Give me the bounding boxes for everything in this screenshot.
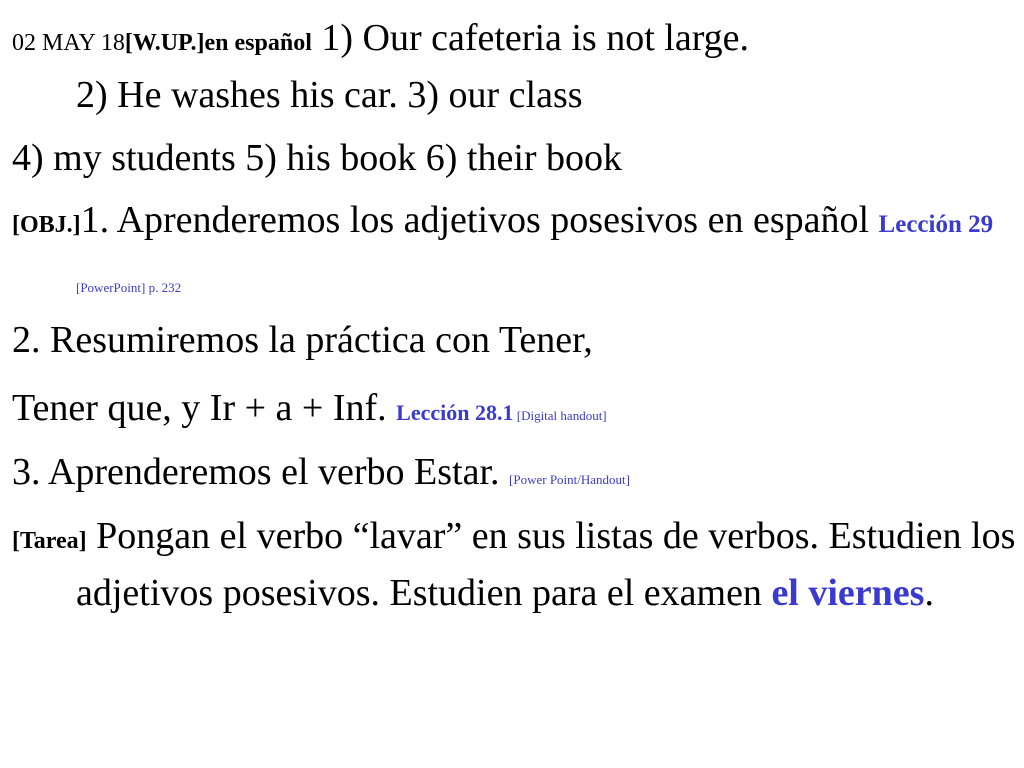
warmup-cont-text: 4) my students 5) his book 6) their book bbox=[12, 137, 623, 179]
warmup-text-line1: 1) Our cafeteria is not large. bbox=[311, 17, 750, 59]
warmup-tag: [W.UP.] bbox=[124, 30, 205, 56]
warmup-continued bbox=[12, 132, 1016, 184]
objective-2-cont-text: Tener que, y Ir + a + Inf. bbox=[12, 387, 397, 429]
warmup-language: en español bbox=[204, 30, 312, 56]
objective-2-text: 2. Resumiremos la práctica con Tener, bbox=[12, 319, 593, 361]
objective-2-resource: [Digital handout] bbox=[513, 408, 607, 423]
homework-text: Pongan el verbo “lavar” en sus listas de verbos. Estudien los adjetivos posesivos. Estudien para el examen bbox=[76, 515, 1016, 614]
homework-end: . bbox=[924, 572, 934, 614]
homework-tag: [Tarea] bbox=[12, 528, 87, 554]
objective-1-lesson-link: Lección 29 bbox=[878, 211, 994, 238]
objective-1-text: 1. Aprenderemos los adjetivos posesivos en español bbox=[80, 199, 879, 241]
objective-2 bbox=[12, 314, 1016, 366]
warmup-text-line2: 2) He washes his car. 3) our class bbox=[76, 74, 583, 116]
objective-tag: [OBJ.] bbox=[12, 212, 81, 238]
objective-1 bbox=[12, 194, 1016, 314]
homework bbox=[12, 510, 1016, 619]
objective-2-lesson-link: Lección 28.1 bbox=[396, 400, 514, 425]
warmup-paragraph bbox=[12, 12, 1016, 121]
homework-due-date: el viernes bbox=[771, 572, 925, 614]
objective-2-continued bbox=[12, 382, 1016, 442]
objective-1-resource: [PowerPoint] p. 232 bbox=[76, 280, 182, 295]
objective-3-text: 3. Aprenderemos el verbo Estar. bbox=[12, 451, 510, 493]
warmup-date: 02 MAY 18 bbox=[12, 30, 125, 56]
objective-3-resource: [Power Point/Handout] bbox=[509, 472, 630, 487]
objective-3 bbox=[12, 446, 1016, 506]
